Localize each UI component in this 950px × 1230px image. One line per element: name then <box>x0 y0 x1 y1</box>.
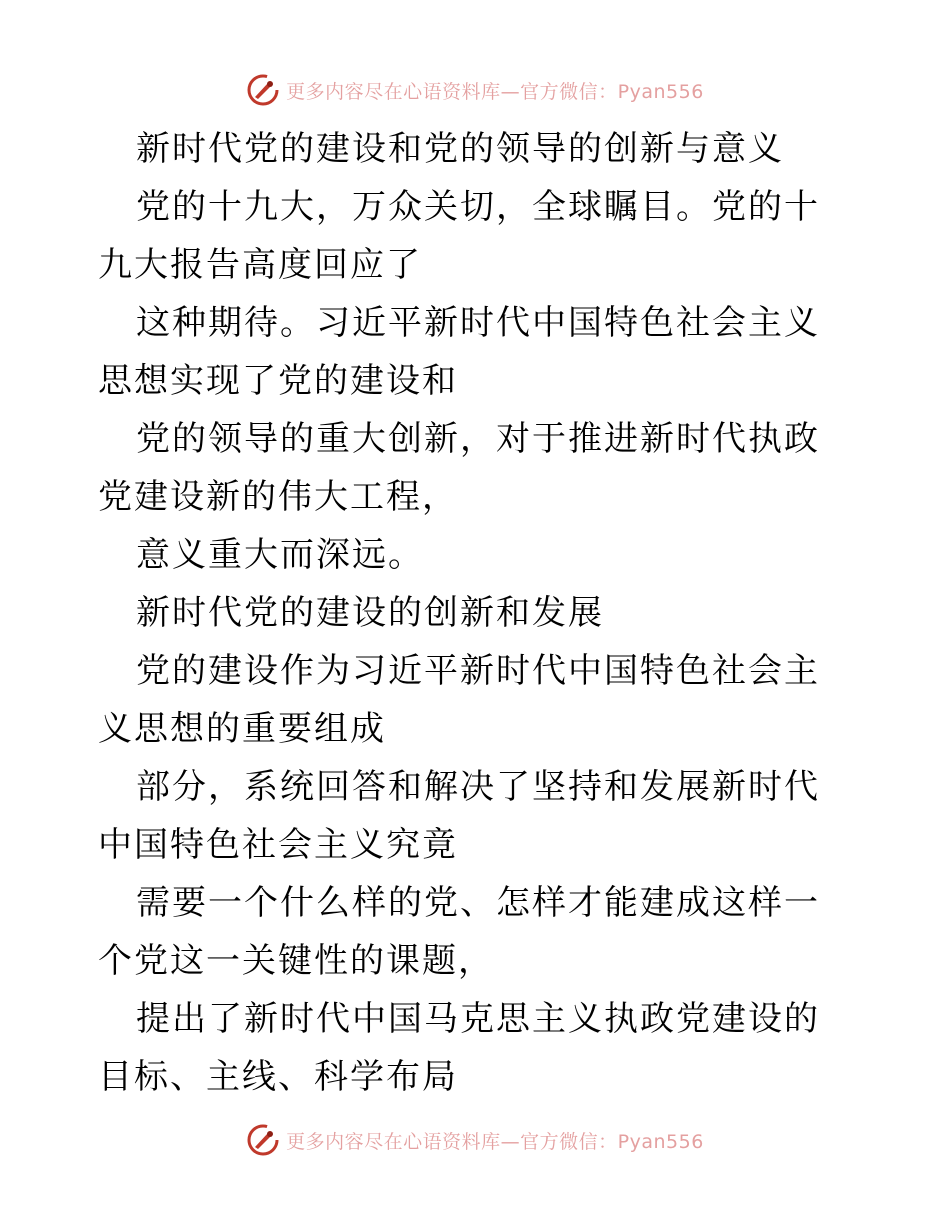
ink-brush-logo-icon <box>246 73 280 107</box>
paragraph: 意义重大而深远。 <box>136 535 424 575</box>
footer-banner-text: 更多内容尽在心语资料库—官方微信：Pyan556 <box>286 1130 704 1153</box>
paragraph: 党的领导的重大创新，对于推进新时代执政党建设新的伟大工程， <box>98 419 820 517</box>
section-heading: 新时代党的建设的创新和发展 <box>136 593 604 633</box>
header-banner-text: 更多内容尽在心语资料库—官方微信：Pyan556 <box>286 80 704 103</box>
document-body <box>98 120 854 1106</box>
paragraph: 党的十九大，万众关切，全球瞩目。党的十九大报告高度回应了 <box>98 187 820 285</box>
ink-brush-logo-icon <box>246 1123 280 1157</box>
paragraph: 需要一个什么样的党、怎样才能建成这样一个党这一关键性的课题， <box>98 883 820 981</box>
footer-banner <box>0 1122 950 1158</box>
header-banner <box>0 72 950 108</box>
paragraph: 党的建设作为习近平新时代中国特色社会主义思想的重要组成 <box>98 651 820 749</box>
paragraph: 这种期待。习近平新时代中国特色社会主义思想实现了党的建设和 <box>98 303 820 401</box>
document-title: 新时代党的建设和党的领导的创新与意义 <box>136 129 784 169</box>
paragraph: 提出了新时代中国马克思主义执政党建设的目标、主线、科学布局 <box>98 999 820 1097</box>
paragraph: 部分，系统回答和解决了坚持和发展新时代中国特色社会主义究竟 <box>98 767 820 865</box>
